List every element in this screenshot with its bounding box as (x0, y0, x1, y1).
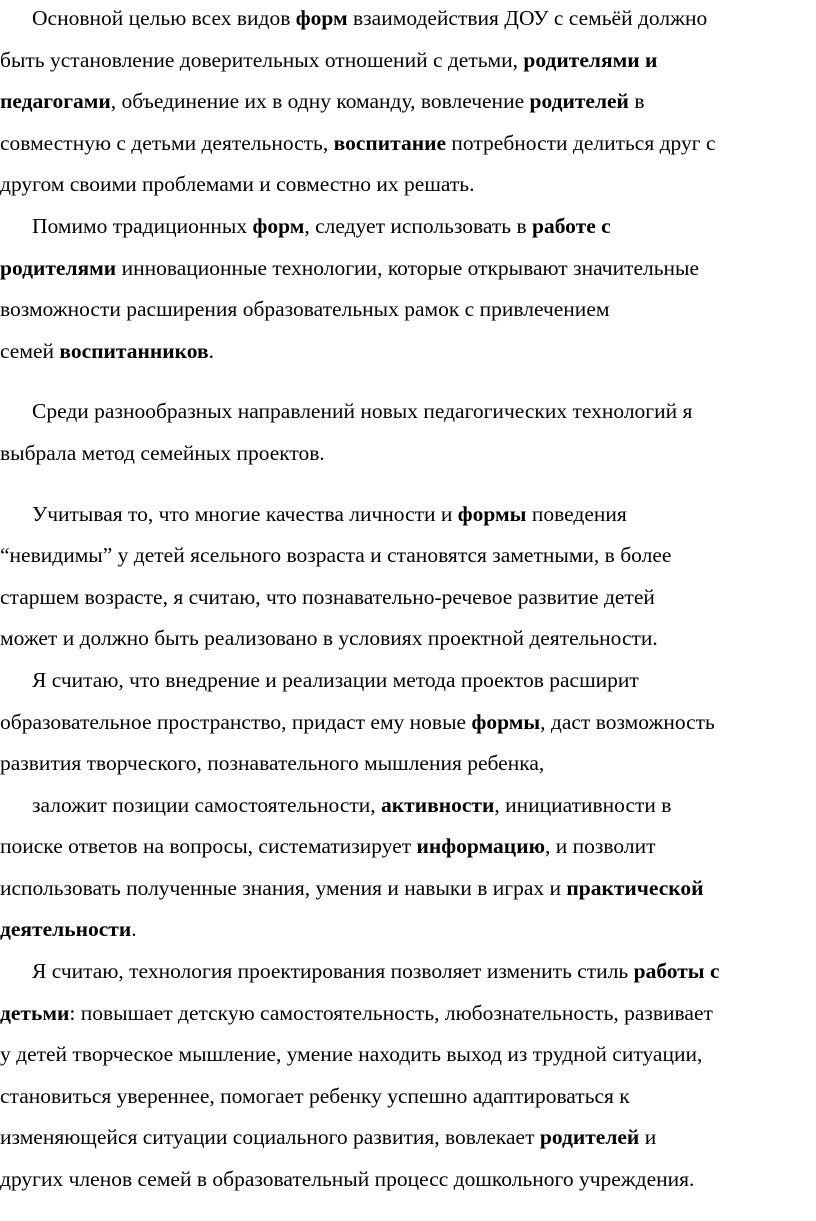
text-run: , объединение их в одну команду, вовлечение (110, 89, 530, 114)
text-run: Учитывая то, что многие качества личности и (32, 501, 458, 526)
bold-text: формы (471, 709, 541, 734)
text-line (0, 433, 816, 475)
text-line (0, 40, 816, 82)
bold-text: работы с (633, 959, 720, 984)
text-line (0, 331, 816, 373)
text-run: поиске ответов на вопросы, систематизирует (0, 834, 417, 859)
text-run: у детей творческое мышление, умение находить выход из трудной ситуации, (0, 1042, 703, 1067)
text-run: старшем возрасте, я считаю, что познавательно-речевое развитие детей (0, 584, 655, 609)
text-run: , следует использовать в (304, 213, 532, 238)
text-line (0, 494, 816, 536)
text-run: потребности делиться друг с (446, 130, 716, 155)
text-line (0, 743, 816, 785)
text-run: образовательное пространство, придаст ему новые (0, 709, 472, 734)
text-run: заложит позиции самостоятельности, (32, 792, 382, 817)
text-run: изменяющейся ситуации социального развития, вовлекает (0, 1125, 540, 1150)
bold-text: форм (295, 6, 348, 30)
text-run: может и должно быть реализовано в условиях проектной деятельности. (0, 626, 658, 651)
text-line (0, 618, 816, 660)
text-run: Помимо традиционных (32, 213, 253, 238)
paragraph (0, 660, 816, 785)
text-run: . (131, 917, 137, 942)
text-line (0, 289, 816, 331)
text-run: развития творческого, познавательного мышления ребенка, (0, 751, 545, 776)
bold-text: формы (457, 501, 527, 526)
text-run: другом своими проблемами и совместно их решать. (0, 172, 475, 197)
paragraph-gap (0, 475, 816, 494)
text-line (0, 391, 816, 433)
bold-text: информацию (416, 834, 546, 859)
paragraph (0, 494, 816, 660)
bold-text: родителей (529, 89, 629, 114)
text-run: поведения (526, 501, 627, 526)
paragraph (0, 951, 816, 1201)
text-run: , инициативности в (494, 792, 672, 817)
text-line (0, 1034, 816, 1076)
text-line (0, 826, 816, 868)
bold-text: родителями и (523, 47, 658, 72)
text-run: в (628, 89, 645, 114)
text-line (0, 660, 816, 702)
text-run: и (639, 1125, 657, 1150)
text-line (0, 702, 816, 744)
text-run: , и позволит (545, 834, 656, 859)
paragraph (0, 0, 816, 206)
text-line (0, 248, 816, 290)
bold-text: детьми (0, 1000, 70, 1025)
text-line (0, 785, 816, 827)
text-line (0, 1159, 816, 1201)
bold-text: работе с (532, 213, 611, 238)
paragraph (0, 206, 816, 372)
text-line (0, 81, 816, 123)
text-line (0, 1076, 816, 1118)
text-run: быть установление доверительных отношений с детьми, (0, 47, 524, 72)
text-run: “невидимы” у детей ясельного возраста и становятся заметными, в более (0, 543, 672, 568)
text-line (0, 577, 816, 619)
text-run: совместную с детьми деятельность, (0, 130, 334, 155)
bold-text: практической (566, 875, 704, 900)
text-run: инновационные технологии, которые открывают значительные (116, 255, 700, 280)
text-line (0, 909, 816, 951)
bold-text: деятельности (0, 917, 132, 942)
text-run: взаимодействия ДОУ с семьёй должно (347, 6, 708, 30)
text-run: . (208, 338, 214, 363)
text-run: других членов семей в образовательный процесс дошкольного учреждения. (0, 1167, 695, 1192)
bold-text: родителей (539, 1125, 640, 1150)
text-run: выбрала метод семейных проектов. (0, 440, 325, 465)
text-line (0, 868, 816, 910)
text-run: , даст возможность (540, 709, 715, 734)
text-run: Основной целью всех видов (32, 6, 296, 30)
bold-text: активности (381, 792, 495, 817)
text-line (0, 206, 816, 248)
text-line (0, 535, 816, 577)
bold-text: родителями (0, 255, 117, 280)
bold-text: педагогами (0, 89, 111, 114)
text-run: Я считаю, что внедрение и реализации метода проектов расширит (32, 667, 639, 692)
text-line (0, 164, 816, 206)
bold-text: воспитание (333, 130, 447, 155)
text-run: семей (0, 338, 60, 363)
text-run: возможности расширения образовательных рамок с привлечением (0, 297, 610, 322)
text-line (0, 993, 816, 1035)
bold-text: форм (252, 213, 305, 238)
text-run: Я считаю, технология проектирования позволяет изменить стиль (32, 959, 634, 984)
text-run: : повышает детскую самостоятельность, любознательность, развивает (69, 1000, 713, 1025)
bold-text: воспитанников (59, 338, 209, 363)
text-run: становиться увереннее, помогает ребенку успешно адаптироваться к (0, 1083, 630, 1108)
text-line (0, 123, 816, 165)
text-line (0, 951, 816, 993)
paragraph (0, 785, 816, 951)
paragraph (0, 391, 816, 474)
paragraph-gap (0, 372, 816, 391)
text-line (0, 0, 816, 40)
text-run: Среди разнообразных направлений новых педагогических технологий я (32, 399, 693, 424)
text-line (0, 1117, 816, 1159)
text-run: использовать полученные знания, умения и навыки в играх и (0, 875, 567, 900)
